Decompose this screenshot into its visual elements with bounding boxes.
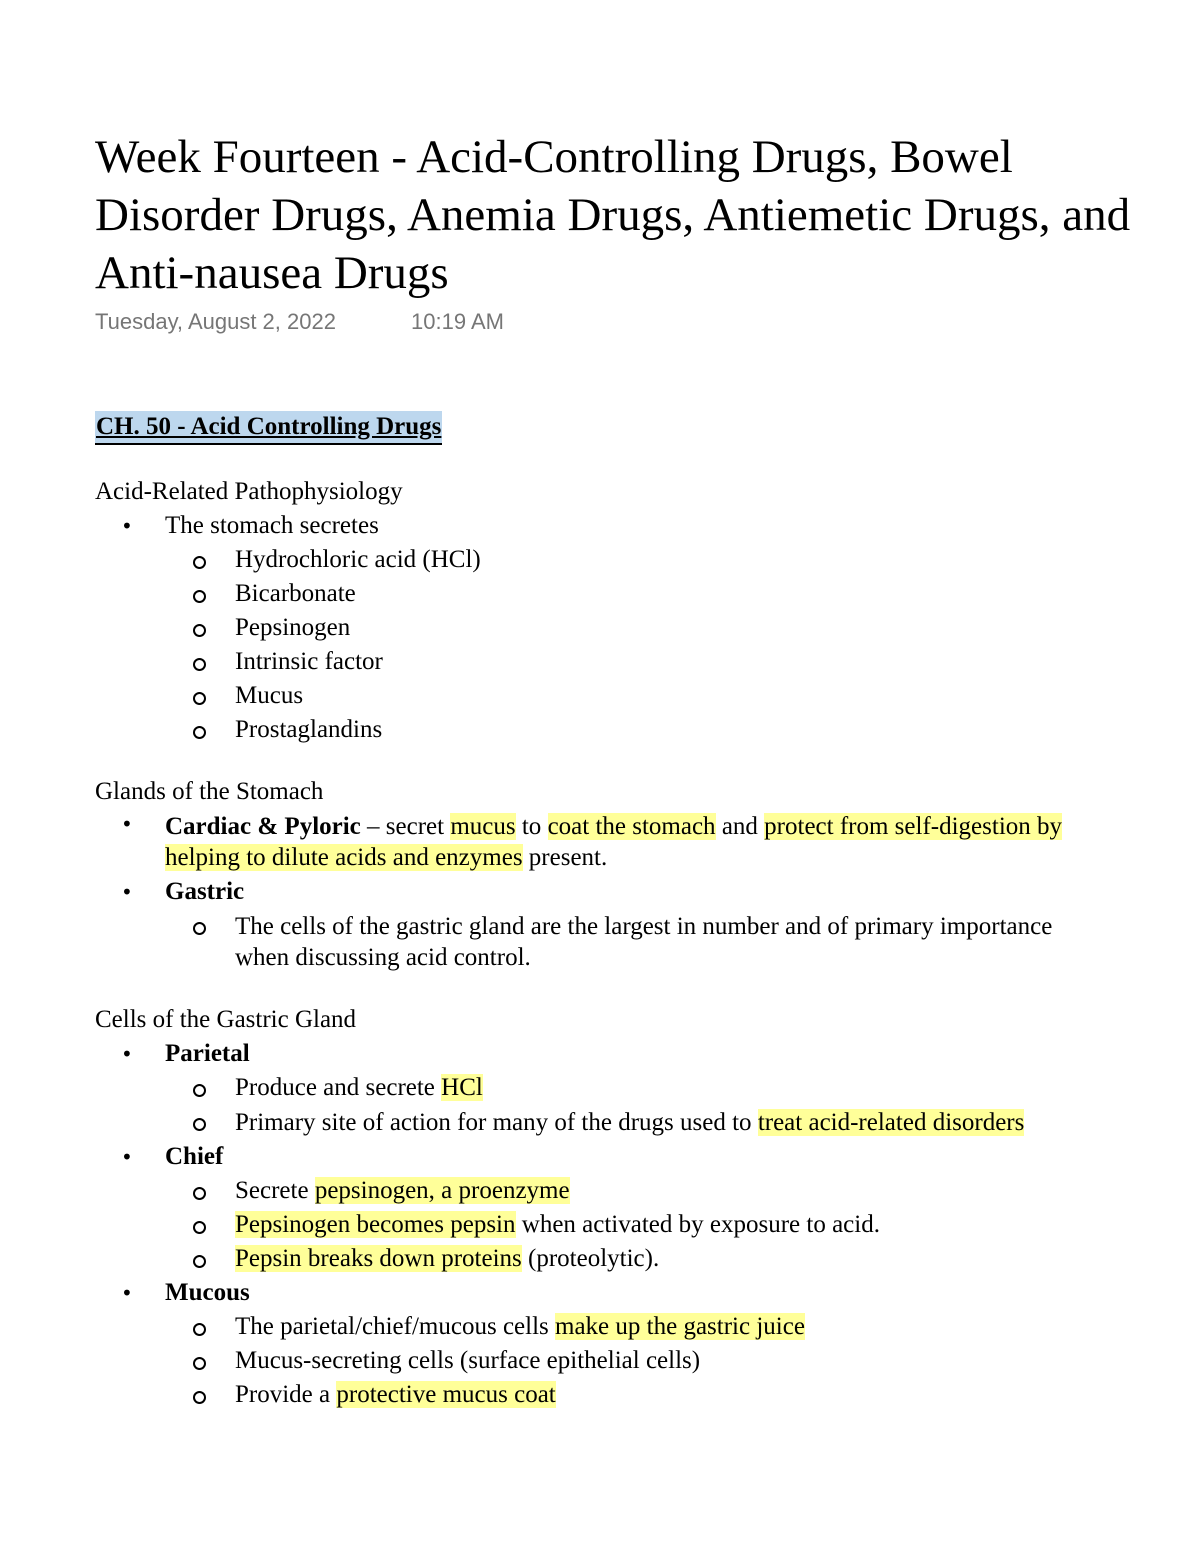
sub-list	[165, 1174, 1095, 1276]
text-run: when activated by exposure to acid.	[515, 1211, 880, 1238]
text-run: Secrete	[235, 1177, 315, 1204]
highlight: protective mucus coat	[336, 1381, 556, 1408]
sub-list-item	[165, 1242, 1095, 1276]
text-run: Produce and secrete	[235, 1074, 442, 1101]
sub-list-item	[165, 1208, 1095, 1242]
list-item-cardiac-pyloric	[95, 809, 1095, 875]
sub-list-item: Pepsinogen	[165, 611, 1095, 645]
sub-list	[165, 1310, 1095, 1412]
text-run: – secret	[360, 813, 451, 840]
sub-list-item: Mucus-secreting cells (surface epithelial cells)	[165, 1344, 1095, 1378]
note-body	[95, 410, 1095, 1412]
highlight: Pepsin breaks down proteins	[235, 1245, 522, 1272]
sub-list-item: Hydrochloric acid (HCl)	[165, 543, 1095, 577]
chapter-heading	[95, 410, 1095, 445]
sub-list	[165, 543, 1095, 747]
text-run: present.	[522, 844, 608, 871]
page-title: Week Fourteen - Acid-Controlling Drugs, Bowel Disorder Drugs, Anemia Drugs, Antiemetic Drugs, and Anti-nausea Drugs	[95, 131, 1131, 299]
list-item-text: The stomach secretes	[165, 512, 379, 539]
text-run: and	[715, 813, 765, 840]
section-glands-of-stomach	[95, 775, 1095, 975]
sub-list-item: Bicarbonate	[165, 577, 1095, 611]
note-timestamp	[95, 309, 504, 335]
sub-list-item: The cells of the gastric gland are the largest in number and of primary importance when discussing acid control.	[165, 909, 1095, 975]
highlight: coat the stomach	[547, 813, 716, 840]
highlight: HCl	[441, 1074, 483, 1101]
section-heading: Cells of the Gastric Gland	[95, 1006, 357, 1033]
bullet-list	[95, 809, 1095, 975]
sub-list-item: Intrinsic factor	[165, 645, 1095, 679]
sub-list-item	[165, 1174, 1095, 1208]
term-label: Chief	[165, 1143, 224, 1170]
text-run: Provide a	[235, 1381, 337, 1408]
text-run: (proteolytic).	[521, 1245, 660, 1272]
highlight: treat acid-related disorders	[757, 1109, 1025, 1136]
sub-list-item: Mucus	[165, 679, 1095, 713]
bullet-list	[95, 1037, 1095, 1412]
text-run: Primary site of action for many of the drugs used to	[235, 1109, 758, 1136]
highlight: protect from self-digestion by helping to dilute acids and enzymes	[165, 813, 1063, 871]
list-item-parietal	[95, 1037, 1095, 1140]
term-label: Gastric	[165, 878, 245, 905]
highlight: pepsinogen, a proenzyme	[314, 1177, 570, 1204]
note-date: Tuesday, August 2, 2022	[95, 309, 336, 334]
chapter-title: CH. 50 - Acid Controlling Drugs	[95, 411, 442, 445]
text-run: to	[515, 813, 548, 840]
list-item	[95, 509, 1095, 747]
term-label: Parietal	[165, 1040, 250, 1067]
bullet-list	[95, 509, 1095, 747]
highlight: Pepsinogen becomes pepsin	[235, 1211, 516, 1238]
sub-list-item	[165, 1071, 1095, 1105]
sub-list-item: Prostaglandins	[165, 713, 1095, 747]
section-cells-gastric-gland	[95, 1003, 1095, 1412]
highlight: mucus	[450, 813, 516, 840]
text-run: The parietal/chief/mucous cells	[235, 1313, 556, 1340]
sub-list-item	[165, 1310, 1095, 1344]
sub-list-item	[165, 1105, 1095, 1140]
section-heading: Glands of the Stomach	[95, 778, 324, 805]
section-acid-pathophysiology	[95, 475, 1095, 747]
term-label: Mucous	[165, 1279, 250, 1306]
sub-list-item	[165, 1378, 1095, 1412]
list-item-gastric	[95, 875, 1095, 975]
list-item-chief	[95, 1140, 1095, 1276]
sub-list	[165, 1071, 1095, 1140]
sub-list	[165, 909, 1095, 975]
note-time: 10:19 AM	[411, 309, 504, 334]
section-heading: Acid-Related Pathophysiology	[95, 478, 403, 505]
list-item-mucous	[95, 1276, 1095, 1412]
highlight: make up the gastric juice	[555, 1313, 805, 1340]
term-label: Cardiac & Pyloric	[165, 813, 361, 840]
